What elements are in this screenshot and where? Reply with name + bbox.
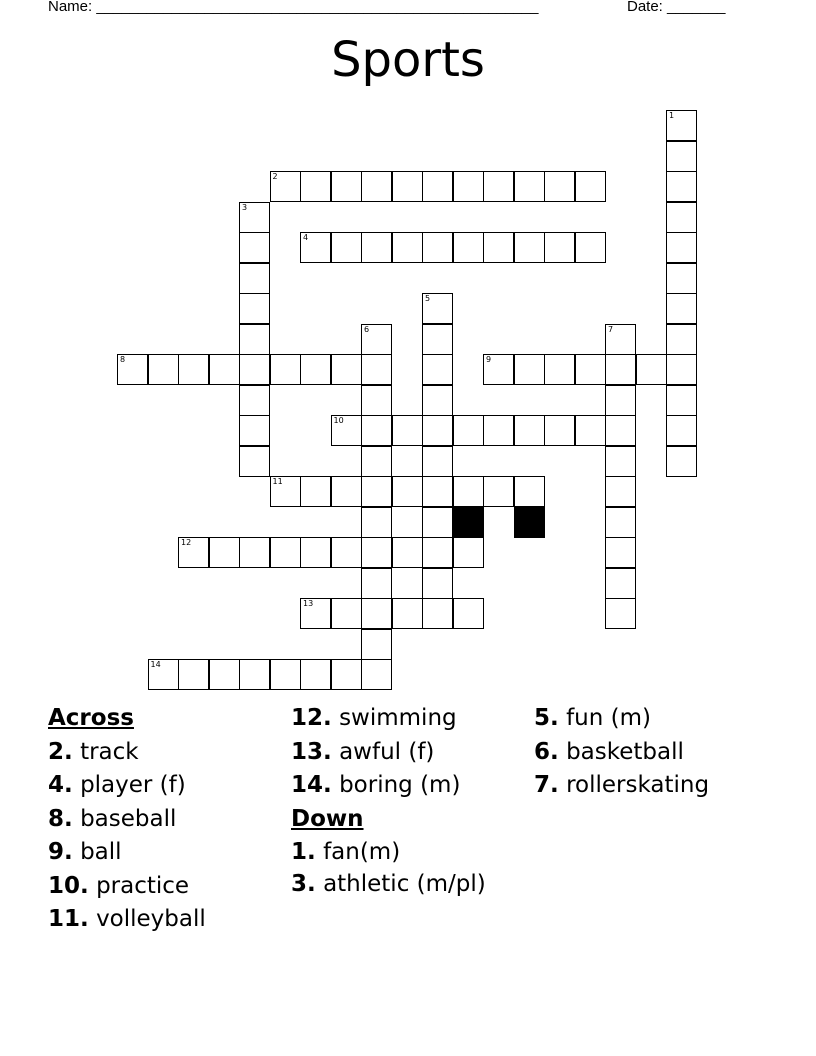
clue-number: 4. xyxy=(48,772,73,798)
grid-cell[interactable] xyxy=(666,415,697,446)
grid-cell[interactable] xyxy=(300,537,331,568)
grid-cell[interactable] xyxy=(209,537,240,568)
grid-cell[interactable] xyxy=(605,537,636,568)
grid-cell[interactable] xyxy=(361,476,392,507)
grid-cell[interactable] xyxy=(605,568,636,599)
grid-cell[interactable] xyxy=(605,385,636,416)
grid-cell[interactable] xyxy=(392,476,423,507)
grid-cell[interactable] xyxy=(239,324,270,355)
grid-cell[interactable] xyxy=(666,141,697,172)
grid-cell[interactable] xyxy=(422,354,453,385)
grid-cell[interactable] xyxy=(300,232,331,263)
clue-number-label: 8 xyxy=(120,355,126,364)
grid-cell[interactable] xyxy=(514,415,545,446)
clue-number-label: 11 xyxy=(272,477,283,486)
grid-block xyxy=(453,507,484,538)
grid-cell[interactable] xyxy=(422,232,453,263)
grid-cell[interactable] xyxy=(361,324,392,355)
grid-cell[interactable] xyxy=(239,537,270,568)
clue-number-label: 1 xyxy=(669,111,675,120)
grid-cell[interactable] xyxy=(514,171,545,202)
grid-cell[interactable] xyxy=(422,324,453,355)
clue-number: 11. xyxy=(48,906,89,932)
grid-cell[interactable] xyxy=(422,293,453,324)
clue-number-label: 12 xyxy=(181,538,192,547)
grid-cell[interactable] xyxy=(544,232,575,263)
grid-cell[interactable] xyxy=(300,171,331,202)
grid-cell[interactable] xyxy=(483,232,514,263)
grid-cell[interactable] xyxy=(331,598,362,629)
clues-column-2 xyxy=(291,702,531,904)
grid-cell[interactable] xyxy=(636,354,667,385)
grid-cell[interactable] xyxy=(422,385,453,416)
grid-cell[interactable] xyxy=(422,598,453,629)
grid-cell[interactable] xyxy=(666,171,697,202)
grid-cell[interactable] xyxy=(239,232,270,263)
clues-column-3 xyxy=(534,702,794,803)
clue-across-14 xyxy=(291,769,531,803)
grid-cell[interactable] xyxy=(666,293,697,324)
grid-cell[interactable] xyxy=(331,476,362,507)
clue-number: 3. xyxy=(291,870,316,897)
clue-down-5 xyxy=(534,702,794,736)
grid-cell[interactable] xyxy=(209,354,240,385)
grid-cell[interactable] xyxy=(544,171,575,202)
grid-cell[interactable] xyxy=(605,324,636,355)
clue-number-label: 9 xyxy=(486,355,492,364)
grid-cell[interactable] xyxy=(361,446,392,477)
grid-cell[interactable] xyxy=(575,354,606,385)
clue-number-label: 7 xyxy=(608,324,614,334)
grid-cell[interactable] xyxy=(392,232,423,263)
clue-text: awful (f) xyxy=(339,738,435,765)
grid-cell[interactable] xyxy=(514,232,545,263)
grid-cell[interactable] xyxy=(361,568,392,599)
grid-cell[interactable] xyxy=(666,232,697,263)
grid-cell[interactable] xyxy=(270,476,301,507)
clue-number-label: 10 xyxy=(333,416,344,425)
grid-cell[interactable] xyxy=(270,171,301,202)
grid-cell[interactable] xyxy=(361,629,392,660)
clue-across-10 xyxy=(48,870,288,904)
grid-cell[interactable] xyxy=(605,507,636,538)
grid-cell[interactable] xyxy=(239,263,270,294)
clue-across-13 xyxy=(291,736,531,770)
grid-cell[interactable] xyxy=(392,537,423,568)
clue-text: fan(m) xyxy=(323,839,401,865)
clue-number-label: 6 xyxy=(364,324,370,334)
grid-cell[interactable] xyxy=(453,232,484,263)
clue-text: practice xyxy=(96,872,190,899)
grid-cell[interactable] xyxy=(239,293,270,324)
clue-number: 8. xyxy=(48,805,73,832)
grid-cell[interactable] xyxy=(361,507,392,538)
clue-number-label: 5 xyxy=(425,294,431,303)
grid-cell[interactable] xyxy=(331,537,362,568)
grid-cell[interactable] xyxy=(483,354,514,385)
clue-text: boring (m) xyxy=(339,772,461,798)
grid-cell[interactable] xyxy=(300,476,331,507)
grid-cell[interactable] xyxy=(361,659,392,690)
name-field-label: Name: _____________________________________________________ xyxy=(48,0,539,15)
grid-cell[interactable] xyxy=(605,415,636,446)
grid-cell[interactable] xyxy=(331,232,362,263)
grid-cell[interactable] xyxy=(270,354,301,385)
clue-number: 10. xyxy=(48,872,89,899)
grid-cell[interactable] xyxy=(605,446,636,477)
grid-cell[interactable] xyxy=(361,232,392,263)
grid-cell[interactable] xyxy=(422,415,453,446)
grid-cell[interactable] xyxy=(453,537,484,568)
clue-text: athletic (m/pl) xyxy=(323,870,486,897)
grid-cell[interactable] xyxy=(270,537,301,568)
grid-cell[interactable] xyxy=(544,415,575,446)
grid-cell[interactable] xyxy=(453,476,484,507)
grid-cell[interactable] xyxy=(331,354,362,385)
clue-text: baseball xyxy=(80,805,177,832)
grid-cell[interactable] xyxy=(117,354,148,385)
grid-cell[interactable] xyxy=(666,202,697,233)
clue-number-label: 4 xyxy=(303,233,309,242)
grid-cell[interactable] xyxy=(605,476,636,507)
clue-number: 13. xyxy=(291,738,332,765)
grid-cell[interactable] xyxy=(239,446,270,477)
grid-cell[interactable] xyxy=(361,171,392,202)
grid-cell[interactable] xyxy=(239,354,270,385)
grid-cell[interactable] xyxy=(514,476,545,507)
grid-cell[interactable] xyxy=(361,537,392,568)
grid-cell[interactable] xyxy=(605,354,636,385)
grid-cell[interactable] xyxy=(392,415,423,446)
grid-cell[interactable] xyxy=(483,476,514,507)
clue-down-7 xyxy=(534,769,794,803)
grid-cell[interactable] xyxy=(453,598,484,629)
date-field-label: Date: _______ xyxy=(627,0,726,15)
clue-number-label: 2 xyxy=(272,172,278,181)
clue-text: basketball xyxy=(566,738,684,765)
grid-cell[interactable] xyxy=(422,568,453,599)
clue-across-4 xyxy=(48,769,288,803)
clue-text: player (f) xyxy=(80,772,186,798)
grid-cell[interactable] xyxy=(239,385,270,416)
grid-cell[interactable] xyxy=(422,537,453,568)
grid-cell[interactable] xyxy=(239,202,270,233)
grid-cell[interactable] xyxy=(514,354,545,385)
grid-cell[interactable] xyxy=(392,598,423,629)
clue-text: track xyxy=(80,738,139,765)
clue-text: fun (m) xyxy=(566,705,651,731)
clue-across-8 xyxy=(48,803,288,837)
clue-text: rollerskating xyxy=(566,772,710,798)
grid-cell[interactable] xyxy=(148,659,179,690)
grid-cell[interactable] xyxy=(483,171,514,202)
grid-cell[interactable] xyxy=(178,659,209,690)
grid-cell[interactable] xyxy=(361,598,392,629)
grid-cell[interactable] xyxy=(666,324,697,355)
grid-cell[interactable] xyxy=(422,171,453,202)
grid-cell[interactable] xyxy=(178,537,209,568)
grid-cell[interactable] xyxy=(148,354,179,385)
clue-text: volleyball xyxy=(96,906,206,932)
clue-across-11 xyxy=(48,903,288,937)
clue-number: 7. xyxy=(534,772,559,798)
clue-down-3 xyxy=(291,870,531,898)
clue-number: 9. xyxy=(48,839,73,865)
clue-down-6 xyxy=(534,736,794,770)
grid-cell[interactable] xyxy=(392,171,423,202)
grid-cell[interactable] xyxy=(300,598,331,629)
grid-block xyxy=(514,507,545,538)
grid-cell[interactable] xyxy=(666,263,697,294)
grid-cell[interactable] xyxy=(422,507,453,538)
grid-cell[interactable] xyxy=(361,385,392,416)
grid-cell[interactable] xyxy=(270,659,301,690)
grid-cell[interactable] xyxy=(331,659,362,690)
grid-cell[interactable] xyxy=(453,415,484,446)
clue-number-label: 3 xyxy=(242,202,248,212)
grid-cell[interactable] xyxy=(575,171,606,202)
clue-text: swimming xyxy=(339,705,457,731)
clue-number: 2. xyxy=(48,738,73,765)
grid-cell[interactable] xyxy=(361,415,392,446)
grid-cell[interactable] xyxy=(575,415,606,446)
clue-number: 6. xyxy=(534,738,559,765)
grid-cell[interactable] xyxy=(331,415,362,446)
grid-cell[interactable] xyxy=(544,354,575,385)
down-heading: Down xyxy=(291,805,364,832)
clue-down-1 xyxy=(291,836,531,870)
clues-column-1 xyxy=(48,702,288,937)
clue-number-label: 14 xyxy=(150,660,161,669)
grid-cell[interactable] xyxy=(300,659,331,690)
grid-cell[interactable] xyxy=(300,354,331,385)
grid-cell[interactable] xyxy=(666,385,697,416)
clue-across-12 xyxy=(291,702,531,736)
clue-across-2 xyxy=(48,736,288,770)
grid-cell[interactable] xyxy=(331,171,362,202)
puzzle-title: Sports xyxy=(331,32,485,88)
clue-number: 1. xyxy=(291,839,316,865)
grid-cell[interactable] xyxy=(239,415,270,446)
grid-cell[interactable] xyxy=(178,354,209,385)
grid-cell[interactable] xyxy=(453,171,484,202)
clue-number: 14. xyxy=(291,772,332,798)
grid-cell[interactable] xyxy=(666,446,697,477)
clue-across-9 xyxy=(48,836,288,870)
clue-number: 12. xyxy=(291,705,332,731)
grid-cell[interactable] xyxy=(483,415,514,446)
grid-cell[interactable] xyxy=(605,598,636,629)
grid-cell[interactable] xyxy=(422,476,453,507)
clue-text: ball xyxy=(80,839,122,865)
across-heading: Across xyxy=(48,705,134,731)
grid-cell[interactable] xyxy=(361,354,392,385)
grid-cell[interactable] xyxy=(666,110,697,141)
grid-cell[interactable] xyxy=(239,659,270,690)
grid-cell[interactable] xyxy=(666,354,697,385)
clue-number-label: 13 xyxy=(303,599,314,608)
grid-cell[interactable] xyxy=(422,446,453,477)
grid-cell[interactable] xyxy=(575,232,606,263)
clue-number: 5. xyxy=(534,705,559,731)
grid-cell[interactable] xyxy=(209,659,240,690)
